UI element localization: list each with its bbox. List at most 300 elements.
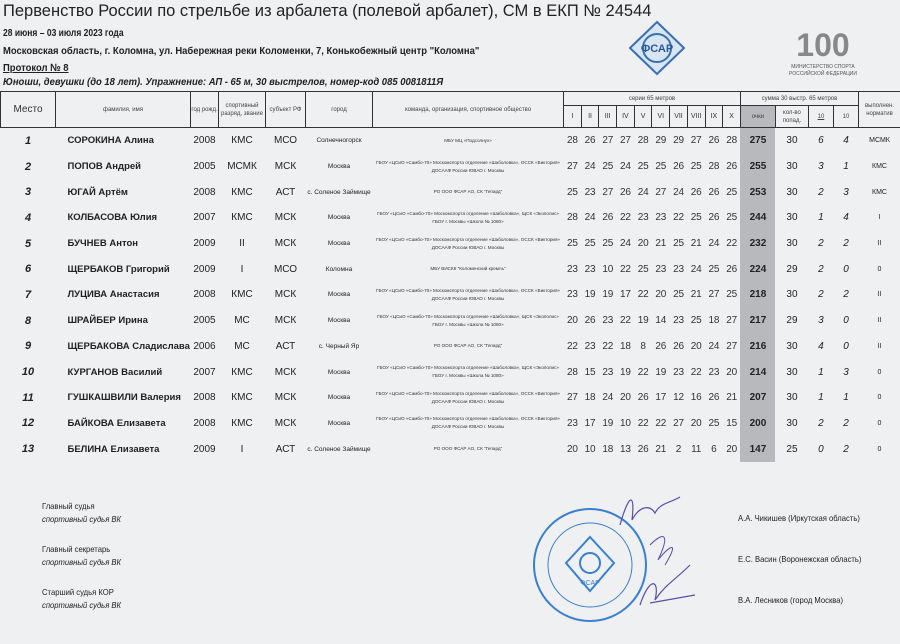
series-score: 25 [584, 238, 596, 250]
athlete-name: СОРОКИНА Алина [67, 135, 154, 147]
series-score: 25 [690, 315, 702, 327]
series-score: 19 [637, 315, 649, 327]
series-score: 25 [637, 263, 649, 275]
series-score: 22 [620, 263, 631, 275]
series-score: 22 [673, 212, 684, 224]
series-score: 21 [655, 238, 667, 250]
athlete-name: ЛУЦИВА Анастасия [67, 289, 160, 301]
col-series-1: I [564, 106, 582, 128]
sport-rank: КМС [231, 212, 253, 224]
ten-count: 3 [843, 186, 849, 198]
table-row [1, 385, 900, 411]
sport-rank: КМС [231, 289, 253, 301]
series-score: 23 [708, 366, 720, 378]
norm-achieved: КМС [872, 163, 887, 171]
series-score: 28 [566, 212, 578, 224]
city-cell: Москва [327, 419, 351, 427]
series-score: 24 [690, 263, 702, 275]
norm-achieved: II [877, 342, 882, 350]
series-score: 25 [726, 289, 737, 301]
col-region: субъект РФ [266, 92, 306, 128]
series-score: 26 [690, 186, 702, 198]
series-score: 25 [690, 161, 702, 173]
series-score: 25 [708, 417, 720, 429]
team-cell: РО ООО ФСАР АО, СК "Гепард" [433, 189, 503, 195]
table-row [1, 154, 900, 180]
norm-achieved: 0 [877, 419, 882, 427]
series-score: 23 [584, 186, 596, 198]
col-series-8: VIII [687, 106, 705, 128]
athlete-name: КОЛБАСОВА Юлия [67, 212, 158, 224]
results-table [0, 91, 900, 462]
team-cell: ГБОУ «ЦСиО «Самбо-70» Москомспорта отделение «Шаболовка», ОССК «Виктория» ДОСААФ России ЮВАО г. Москвы [376, 236, 560, 250]
birth-year: 2008 [193, 186, 216, 198]
svg-text:100: 100 [796, 27, 850, 63]
table-row [1, 411, 900, 437]
series-score: 23 [673, 263, 684, 275]
col-ten: 10 [833, 106, 858, 128]
total-points: 200 [740, 411, 775, 437]
series-score: 28 [726, 135, 737, 147]
series-score: 26 [708, 186, 720, 198]
series-score: 14 [655, 315, 667, 327]
norm-achieved: 0 [877, 394, 882, 402]
series-score: 22 [637, 289, 649, 301]
place-cell: 1 [24, 134, 32, 147]
series-score: 17 [584, 417, 596, 429]
sport-rank: КМС [231, 135, 253, 147]
series-score: 21 [655, 443, 667, 455]
series-score: 28 [566, 135, 578, 147]
series-score: 20 [726, 366, 737, 378]
ten-count: 1 [843, 392, 849, 404]
birth-year: 2005 [193, 161, 216, 173]
col-series-5: V [634, 106, 652, 128]
series-score: 19 [584, 289, 596, 301]
series-score: 8 [640, 340, 646, 352]
sport-rank: I [240, 263, 244, 275]
ten-count: 0 [843, 315, 849, 327]
signature-role [42, 587, 121, 610]
event-dates: 28 июня – 03 июля 2023 года [3, 28, 124, 39]
table-row [1, 179, 900, 205]
series-score: 19 [602, 417, 614, 429]
hits-count: 29 [786, 263, 798, 275]
ten-count: 0 [843, 340, 849, 352]
inner-ten-count: 2 [818, 238, 824, 250]
col-series-10: X [723, 106, 741, 128]
inner-ten-count: 1 [818, 366, 824, 378]
hits-count: 30 [786, 392, 798, 404]
series-score: 22 [637, 417, 649, 429]
team-cell: ГБОУ «ЦСиО «Самбо-70» Москомспорта отделение «Шаболовка», ЩСК «Экополис» ГБОУ г. Москвы «Школа № 1080» [377, 313, 559, 327]
series-score: 27 [673, 417, 684, 429]
series-score: 28 [708, 161, 720, 173]
total-points: 255 [740, 154, 775, 180]
series-score: 10 [584, 443, 596, 455]
ten-count: 3 [843, 366, 849, 378]
series-score: 25 [655, 161, 667, 173]
series-score: 24 [673, 186, 684, 198]
team-cell: РО ООО ФСАР АО, СК "Гепард" [433, 343, 503, 349]
team-cell: МБУ МЦ «Подсолнух» [444, 137, 492, 143]
series-score: 23 [584, 263, 596, 275]
sport-rank: КМС [231, 366, 253, 378]
svg-text:ФСАР: ФСАР [580, 580, 600, 587]
col-city: город [306, 92, 373, 128]
series-score: 25 [726, 212, 737, 224]
series-score: 23 [584, 340, 596, 352]
series-score: 24 [584, 212, 596, 224]
sport-rank: КМС [231, 392, 253, 404]
signature-role [42, 501, 121, 524]
exercise-description: Юноши, девушки (до 18 лет). Упражнение: АП - 65 м, 30 выстрелов, номер-код 085 0081811Я [3, 76, 444, 88]
table-row [1, 334, 900, 360]
series-score: 24 [708, 238, 720, 250]
series-score: 28 [566, 366, 578, 378]
inner-ten-count: 1 [818, 392, 824, 404]
city-cell: Москва [327, 317, 351, 325]
protocol-number: Протокол № 8 [3, 62, 69, 74]
col-norm: выполнен. норматив [859, 92, 900, 128]
judge-name: Е.С. Васин (Воронежская область) [738, 554, 862, 564]
series-score: 25 [566, 186, 578, 198]
series-score: 22 [637, 366, 649, 378]
series-score: 22 [602, 340, 614, 352]
sport-rank: МС [234, 315, 250, 327]
series-score: 26 [726, 161, 737, 173]
city-cell: Москва [327, 214, 351, 222]
inner-ten-count: 6 [818, 135, 824, 147]
athlete-name: БАЙКОВА Елизавета [67, 417, 166, 429]
series-score: 20 [566, 315, 578, 327]
region-code: МСК [274, 366, 297, 378]
city-cell: Москва [327, 240, 351, 248]
event-venue: Московская область, г. Коломна, ул. Набережная реки Коломенки, 7, Конькобежный центр "Коломна" [3, 45, 480, 57]
series-score: 24 [620, 161, 631, 173]
series-score: 20 [620, 392, 631, 404]
norm-achieved: II [877, 317, 882, 325]
col-series-4: IV [617, 106, 635, 128]
norm-achieved: КМС [872, 188, 887, 196]
series-score: 10 [620, 417, 631, 429]
team-cell: ГБОУ «ЦСиО «Самбо-70» Москомспорта отделение «Шаболовка», ЩСК «Экополис» ГБОУ г. Москвы «Школа № 1080» [377, 365, 559, 379]
col-team: команда, организация, спортивное общество [373, 92, 564, 128]
ten-count: 2 [843, 417, 849, 429]
hits-count: 29 [786, 315, 798, 327]
place-cell: 8 [24, 314, 32, 327]
total-points: 244 [740, 205, 775, 231]
hits-count: 30 [786, 417, 798, 429]
series-score: 25 [726, 186, 737, 198]
norm-achieved: 0 [877, 265, 882, 273]
ten-count: 2 [843, 238, 849, 250]
series-score: 26 [673, 161, 684, 173]
svg-text:РОССИЙСКОЙ ФЕДЕРАЦИИ: РОССИЙСКОЙ ФЕДЕРАЦИИ [789, 71, 857, 77]
inner-ten-count: 1 [818, 212, 824, 224]
series-score: 26 [637, 392, 649, 404]
series-score: 25 [637, 161, 649, 173]
col-series-group: серии 65 метров [564, 92, 741, 106]
series-score: 21 [726, 392, 737, 404]
norm-achieved: I [878, 214, 881, 222]
region-code: АСТ [275, 186, 296, 198]
series-score: 27 [602, 135, 614, 147]
birth-year: 2007 [193, 366, 216, 378]
series-score: 23 [566, 263, 578, 275]
series-score: 29 [655, 135, 667, 147]
total-points: 275 [740, 128, 775, 154]
role-category: спортивный судья ВК [42, 557, 122, 567]
region-code: МСК [274, 315, 297, 327]
series-score: 17 [620, 289, 631, 301]
series-score: 22 [620, 315, 631, 327]
place-cell: 5 [24, 237, 32, 250]
col-year: год рожд. [191, 92, 219, 128]
region-code: МСК [274, 161, 297, 173]
series-score: 26 [584, 135, 596, 147]
inner-ten-count: 2 [818, 186, 824, 198]
city-cell: Москва [327, 291, 351, 299]
hits-count: 25 [786, 443, 798, 455]
series-score: 22 [620, 212, 631, 224]
series-score: 22 [726, 238, 737, 250]
series-score: 26 [708, 212, 720, 224]
series-score: 26 [620, 186, 631, 198]
total-points: 218 [740, 282, 775, 308]
series-score: 27 [602, 186, 614, 198]
norm-achieved: II [877, 240, 882, 248]
role-title: Главный секретарь [42, 544, 111, 554]
hits-count: 30 [786, 186, 798, 198]
athlete-name: БЕЛИНА Елизавета [67, 443, 160, 455]
hits-count: 30 [786, 366, 798, 378]
series-score: 19 [602, 289, 614, 301]
sport-rank: КМС [231, 417, 253, 429]
series-score: 18 [620, 340, 631, 352]
region-code: АСТ [275, 340, 296, 352]
team-cell: ГБОУ «ЦСиО «Самбо-70» Москомспорта отделение «Шаболовка», ОССК «Виктория» ДОСААФ России ЮВАО г. Москвы [376, 390, 560, 404]
judge-name: В.А. Лесников (город Москва) [738, 595, 844, 605]
col-hits: кол-во попад. [775, 106, 808, 128]
col-sum-group: сумма 30 выстр. 65 метров [740, 92, 858, 106]
series-score: 24 [602, 392, 614, 404]
sport-rank: I [240, 443, 244, 455]
series-score: 27 [726, 340, 737, 352]
series-score: 24 [620, 238, 631, 250]
series-score: 28 [637, 135, 649, 147]
series-score: 23 [673, 315, 684, 327]
norm-achieved: 0 [877, 445, 882, 453]
norm-achieved: 0 [877, 368, 882, 376]
city-cell: с. Соленое Займище [307, 188, 371, 196]
athlete-name: ПОПОВ Андрей [67, 161, 141, 173]
total-points: 147 [740, 436, 775, 462]
norm-achieved: МСМК [869, 137, 890, 145]
place-cell: 10 [21, 366, 35, 379]
series-score: 24 [637, 186, 649, 198]
series-score: 26 [708, 135, 720, 147]
place-cell: 11 [22, 391, 34, 404]
athlete-name: КУРГАНОВ Василий [67, 366, 163, 378]
series-score: 24 [584, 161, 596, 173]
birth-year: 2008 [193, 135, 216, 147]
series-score: 20 [637, 238, 649, 250]
series-score: 27 [708, 289, 720, 301]
series-score: 27 [620, 135, 631, 147]
city-cell: Коломна [325, 265, 353, 273]
birth-year: 2009 [193, 238, 216, 250]
series-score: 19 [620, 366, 631, 378]
birth-year: 2005 [193, 315, 216, 327]
athlete-name: ШРАЙБЕР Ирина [67, 315, 148, 327]
series-score: 23 [602, 315, 614, 327]
table-row [1, 128, 900, 154]
ten-count: 1 [843, 161, 849, 173]
team-cell: ГБОУ «ЦСиО «Самбо-70» Москомспорта отделение «Шаболовка», ЩСК «Экополис» ГБОУ г. Москвы «Школа № 1080» [377, 210, 559, 224]
city-cell: Москва [327, 368, 351, 376]
series-score: 22 [690, 366, 702, 378]
norm-achieved: II [877, 291, 882, 299]
city-cell: Москва [327, 394, 351, 402]
place-cell: 6 [24, 263, 32, 276]
series-score: 19 [655, 366, 667, 378]
series-score: 21 [690, 238, 702, 250]
table-row [1, 256, 900, 282]
svg-text:ФСАР: ФСАР [640, 43, 674, 55]
hits-count: 30 [786, 238, 798, 250]
svg-text:МИНИСТЕРСТВО СПОРТА: МИНИСТЕРСТВО СПОРТА [791, 64, 855, 70]
role-title: Старший судья КОР [42, 587, 114, 597]
table-row [1, 359, 900, 385]
series-score: 15 [726, 417, 737, 429]
team-cell: ГБОУ «ЦСиО «Самбо-70» Москомспорта отделение «Шаболовка», ОССК «Виктория» ДОСААФ России ЮВАО г. Москвы [376, 159, 560, 173]
series-score: 25 [602, 238, 614, 250]
series-score: 25 [602, 161, 614, 173]
ten-count: 2 [843, 289, 849, 301]
place-cell: 4 [24, 211, 32, 224]
series-score: 20 [566, 443, 578, 455]
series-score: 6 [711, 443, 717, 455]
col-rank: спортивный разряд, звание [219, 92, 266, 128]
fsar-logo [622, 18, 692, 78]
judge-name: А.А. Чикишев (Иркутская область) [738, 513, 860, 523]
city-cell: Солнечногорск [316, 137, 362, 145]
birth-year: 2008 [193, 289, 216, 301]
series-score: 25 [673, 238, 684, 250]
signatures-ink [610, 485, 700, 625]
series-score: 15 [584, 366, 596, 378]
series-score: 26 [584, 315, 596, 327]
sport-rank: КМС [231, 186, 253, 198]
region-code: МСО [273, 263, 298, 275]
ten-count: 2 [843, 443, 849, 455]
col-series-3: III [599, 106, 617, 128]
table-row [1, 282, 900, 308]
region-code: МСК [274, 212, 297, 224]
col-series-2: II [581, 106, 599, 128]
total-points: 216 [740, 334, 775, 360]
total-points: 214 [740, 359, 775, 385]
ten-count: 0 [843, 263, 849, 275]
birth-year: 2009 [193, 263, 216, 275]
place-cell: 7 [24, 288, 32, 301]
total-points: 207 [740, 385, 775, 411]
series-score: 26 [673, 340, 684, 352]
birth-year: 2008 [193, 417, 216, 429]
inner-ten-count: 2 [818, 417, 824, 429]
series-score: 18 [602, 443, 614, 455]
series-score: 23 [637, 212, 649, 224]
team-cell: МБУ ВИСКК "Коломенский кремль" [430, 266, 506, 272]
ten-count: 4 [843, 135, 849, 147]
birth-year: 2006 [193, 340, 216, 352]
series-score: 27 [726, 315, 737, 327]
series-score: 20 [690, 340, 702, 352]
place-cell: 13 [21, 443, 35, 456]
series-score: 13 [620, 443, 631, 455]
col-series-6: VI [652, 106, 670, 128]
series-score: 26 [708, 392, 720, 404]
birth-year: 2009 [193, 443, 216, 455]
series-score: 25 [673, 289, 684, 301]
series-score: 16 [690, 392, 702, 404]
series-score: 27 [690, 135, 702, 147]
region-code: МСК [274, 392, 297, 404]
table-row [1, 436, 900, 462]
city-cell: с. Черный Яр [318, 342, 360, 350]
region-code: АСТ [275, 443, 296, 455]
series-score: 27 [566, 392, 578, 404]
hits-count: 30 [786, 340, 798, 352]
region-code: МСК [274, 289, 297, 301]
role-title: Главный судья [42, 501, 95, 511]
series-score: 22 [566, 340, 578, 352]
series-score: 20 [655, 289, 667, 301]
series-score: 23 [566, 289, 578, 301]
team-cell: ГБОУ «ЦСиО «Самбо-70» Москомспорта отделение «Шаболовка», ОССК «Виктория» ДОСААФ России ЮВАО г. Москвы [376, 287, 560, 301]
series-score: 25 [690, 212, 702, 224]
series-score: 26 [637, 443, 649, 455]
series-score: 20 [726, 443, 737, 455]
table-row [1, 205, 900, 231]
athlete-name: БУЧНЕВ Антон [67, 238, 139, 250]
series-score: 26 [726, 263, 737, 275]
document-title: Первенство России по стрельбе из арбалета (полевой арбалет), СМ в ЕКП № 24544 [3, 2, 652, 20]
table-row [1, 231, 900, 257]
athlete-name: ГУШКАШВИЛИ Валерия [67, 392, 181, 404]
athlete-name: ЩЕРБАКОВ Григорий [67, 263, 170, 275]
region-code: МСО [273, 135, 298, 147]
place-cell: 9 [24, 340, 32, 353]
inner-ten-count: 4 [818, 340, 824, 352]
series-score: 20 [690, 417, 702, 429]
col-x10: 10 [808, 106, 833, 128]
series-score: 12 [673, 392, 684, 404]
city-cell: Москва [327, 163, 351, 171]
athlete-name: ЮГАЙ Артём [67, 186, 128, 198]
series-score: 2 [675, 443, 682, 455]
birth-year: 2008 [193, 392, 216, 404]
series-score: 23 [655, 212, 667, 224]
series-score: 27 [655, 186, 667, 198]
place-cell: 2 [24, 160, 32, 173]
region-code: МСК [274, 417, 297, 429]
series-score: 21 [690, 289, 702, 301]
total-points: 232 [740, 231, 775, 257]
total-points: 253 [740, 179, 775, 205]
place-cell: 12 [21, 417, 35, 430]
